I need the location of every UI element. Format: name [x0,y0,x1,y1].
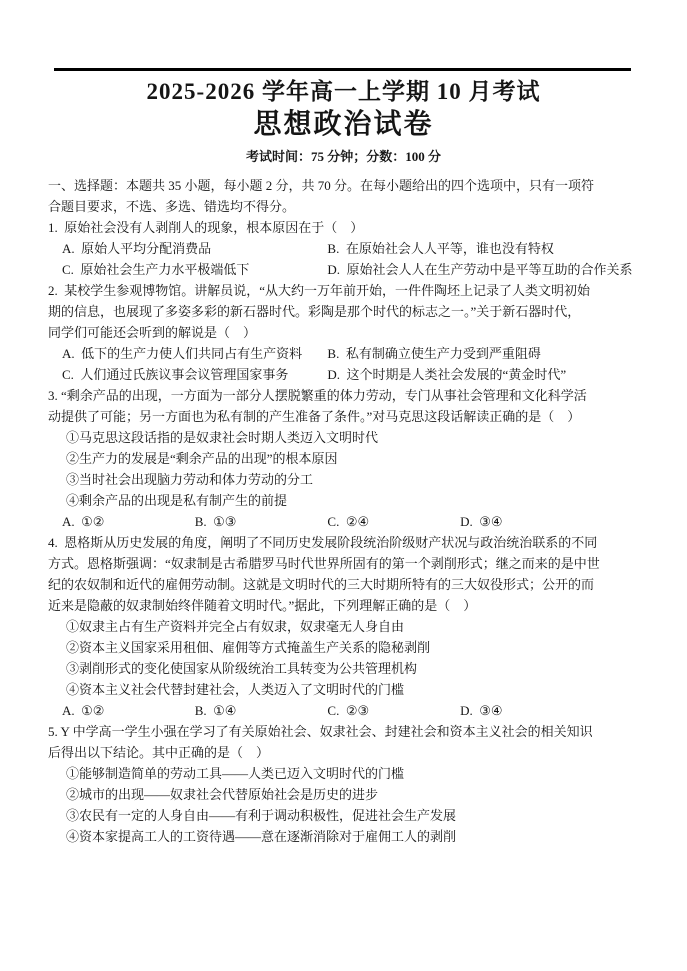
section-instructions-line-2: 合题目要求，不选、多选、错选均不得分。 [48,199,296,214]
question-1-options-ab [48,238,639,259]
question-1-option-d: D. 原始社会人人在生产劳动中是平等互助的合作关系 [327,262,633,277]
question-4-answer-choices [48,700,639,721]
question-2-option-b: B. 私有制确立使生产力受到严重阻碍 [327,346,541,361]
question-4-answer-b: B. ①④ [194,703,237,718]
question-3-answer-b: B. ①③ [194,514,237,529]
question-3-answer-choices [48,511,639,532]
question-4-answer-a: A. ①② [62,703,105,718]
exam-title-line1: 2025-2026 学年高一上学期 10 月考试 [146,79,541,104]
question-3 [48,385,639,532]
question-3-stem-line-2: 动提供了可能；另一方面也为私有制的产生准备了条件。”对马克思这段话解读正确的是（ ） [48,409,581,424]
question-4-item-4: ④资本主义社会代替封建社会，人类迈入了文明时代的门槛 [66,682,405,697]
question-4-item-2: ②资本主义国家采用租佃、雇佣等方式掩盖生产关系的隐秘剥削 [66,640,431,655]
question-1-stem: 1. 原始社会没有人剥削人的现象，根本原因在于（ ） [48,220,364,235]
question-2-option-a: A. 低下的生产力使人们共同占有生产资料 [62,346,303,361]
question-3-answer-a: A. ①② [62,514,105,529]
question-3-item-3: ③当时社会出现脑力劳动和体力劳动的分工 [66,472,314,487]
question-2-option-c: C. 人们通过氏族议事会议管理国家事务 [62,367,289,382]
question-1-option-a: A. 原始人平均分配消费品 [62,241,212,256]
question-1-option-b: B. 在原始社会人人平等，谁也没有特权 [327,241,554,256]
question-5 [48,721,639,847]
question-4-stem-line-3: 纪的农奴制和近代的雇佣劳动制。这就是文明时代的三大时期所特有的三大奴役形式；公开的而 [48,577,595,592]
top-rule-divider [54,68,631,71]
question-5-stem-line-2: 后得出以下结论。其中正确的是（ ） [48,745,270,760]
exam-meta-info: 考试时间：75 分钟；分数：100 分 [245,149,441,164]
question-3-answer-d: D. ③④ [460,514,503,529]
section-instructions-line-1: 一、选择题：本题共 35 小题，每小题 2 分，共 70 分。在每小题给出的四个选项中，只有一项符 [48,178,595,193]
exam-body [48,175,639,847]
question-5-item-1: ①能够制造简单的劳动工具——人类已迈入文明时代的门槛 [66,766,405,781]
question-3-item-1: ①马克思这段话指的是奴隶社会时期人类迈入文明时代 [66,430,379,445]
question-1-options-cd [48,259,639,280]
question-2-stem-line-3: 同学们可能还会听到的解说是（ ） [48,325,257,340]
question-2-option-d: D. 这个时期是人类社会发展的“黄金时代” [327,367,567,382]
question-2-stem-line-1: 2. 某校学生参观博物馆。讲解员说，“从大约一万年前开始，一件件陶坯上记录了人类文明初始 [48,283,591,298]
question-2-options-cd [48,364,639,385]
question-4-item-3: ③剥削形式的变化使国家从阶级统治工具转变为公共管理机构 [66,661,418,676]
question-4-answer-d: D. ③④ [460,703,503,718]
question-5-stem-line-1: 5. Y 中学高一学生小强在学习了有关原始社会、奴隶社会、封建社会和资本主义社会的相关知识 [48,724,593,739]
question-1 [48,217,639,280]
question-4-item-1: ①奴隶主占有生产资料并完全占有奴隶，奴隶毫无人身自由 [66,619,405,634]
question-4 [48,532,639,721]
question-3-stem-line-1: 3. “剩余产品的出现，一方面为一部分人摆脱繁重的体力劳动，专门从事社会管理和文化科学活 [48,388,587,403]
question-4-answer-c: C. ②③ [327,703,370,718]
question-3-item-4: ④剩余产品的出现是私有制产生的前提 [66,493,288,508]
question-3-answer-c: C. ②④ [327,514,370,529]
question-1-option-c: C. 原始社会生产力水平极端低下 [62,262,250,277]
question-5-item-3: ③农民有一定的人身自由——有利于调动积极性，促进社会生产发展 [66,808,457,823]
question-4-stem-line-2: 方式。恩格斯强调：“奴隶制是古希腊罗马时代世界所固有的第一个剥削形式；继之而来的是中世 [48,556,600,571]
question-4-stem-line-4: 近来是隐蔽的奴隶制始终伴随着文明时代。”据此，下列理解正确的是（ ） [48,598,477,613]
question-4-stem-line-1: 4. 恩格斯从历史发展的角度，阐明了不同历史发展阶段统治阶级财产状况与政治统治联系的不同 [48,535,598,550]
question-5-item-4: ④资本家提高工人的工资待遇——意在逐渐消除对于雇佣工人的剥削 [66,829,457,844]
question-2 [48,280,639,385]
question-5-item-2: ②城市的出现——奴隶社会代替原始社会是历史的进步 [66,787,379,802]
question-3-item-2: ②生产力的发展是“剩余产品的出现”的根本原因 [66,451,338,466]
question-2-stem-line-2: 期的信息，也展现了多姿多彩的新石器时代。彩陶是那个时代的标志之一。”关于新石器时代， [48,304,581,319]
exam-title-line2: 思想政治试卷 [253,109,434,140]
question-2-options-ab [48,343,639,364]
